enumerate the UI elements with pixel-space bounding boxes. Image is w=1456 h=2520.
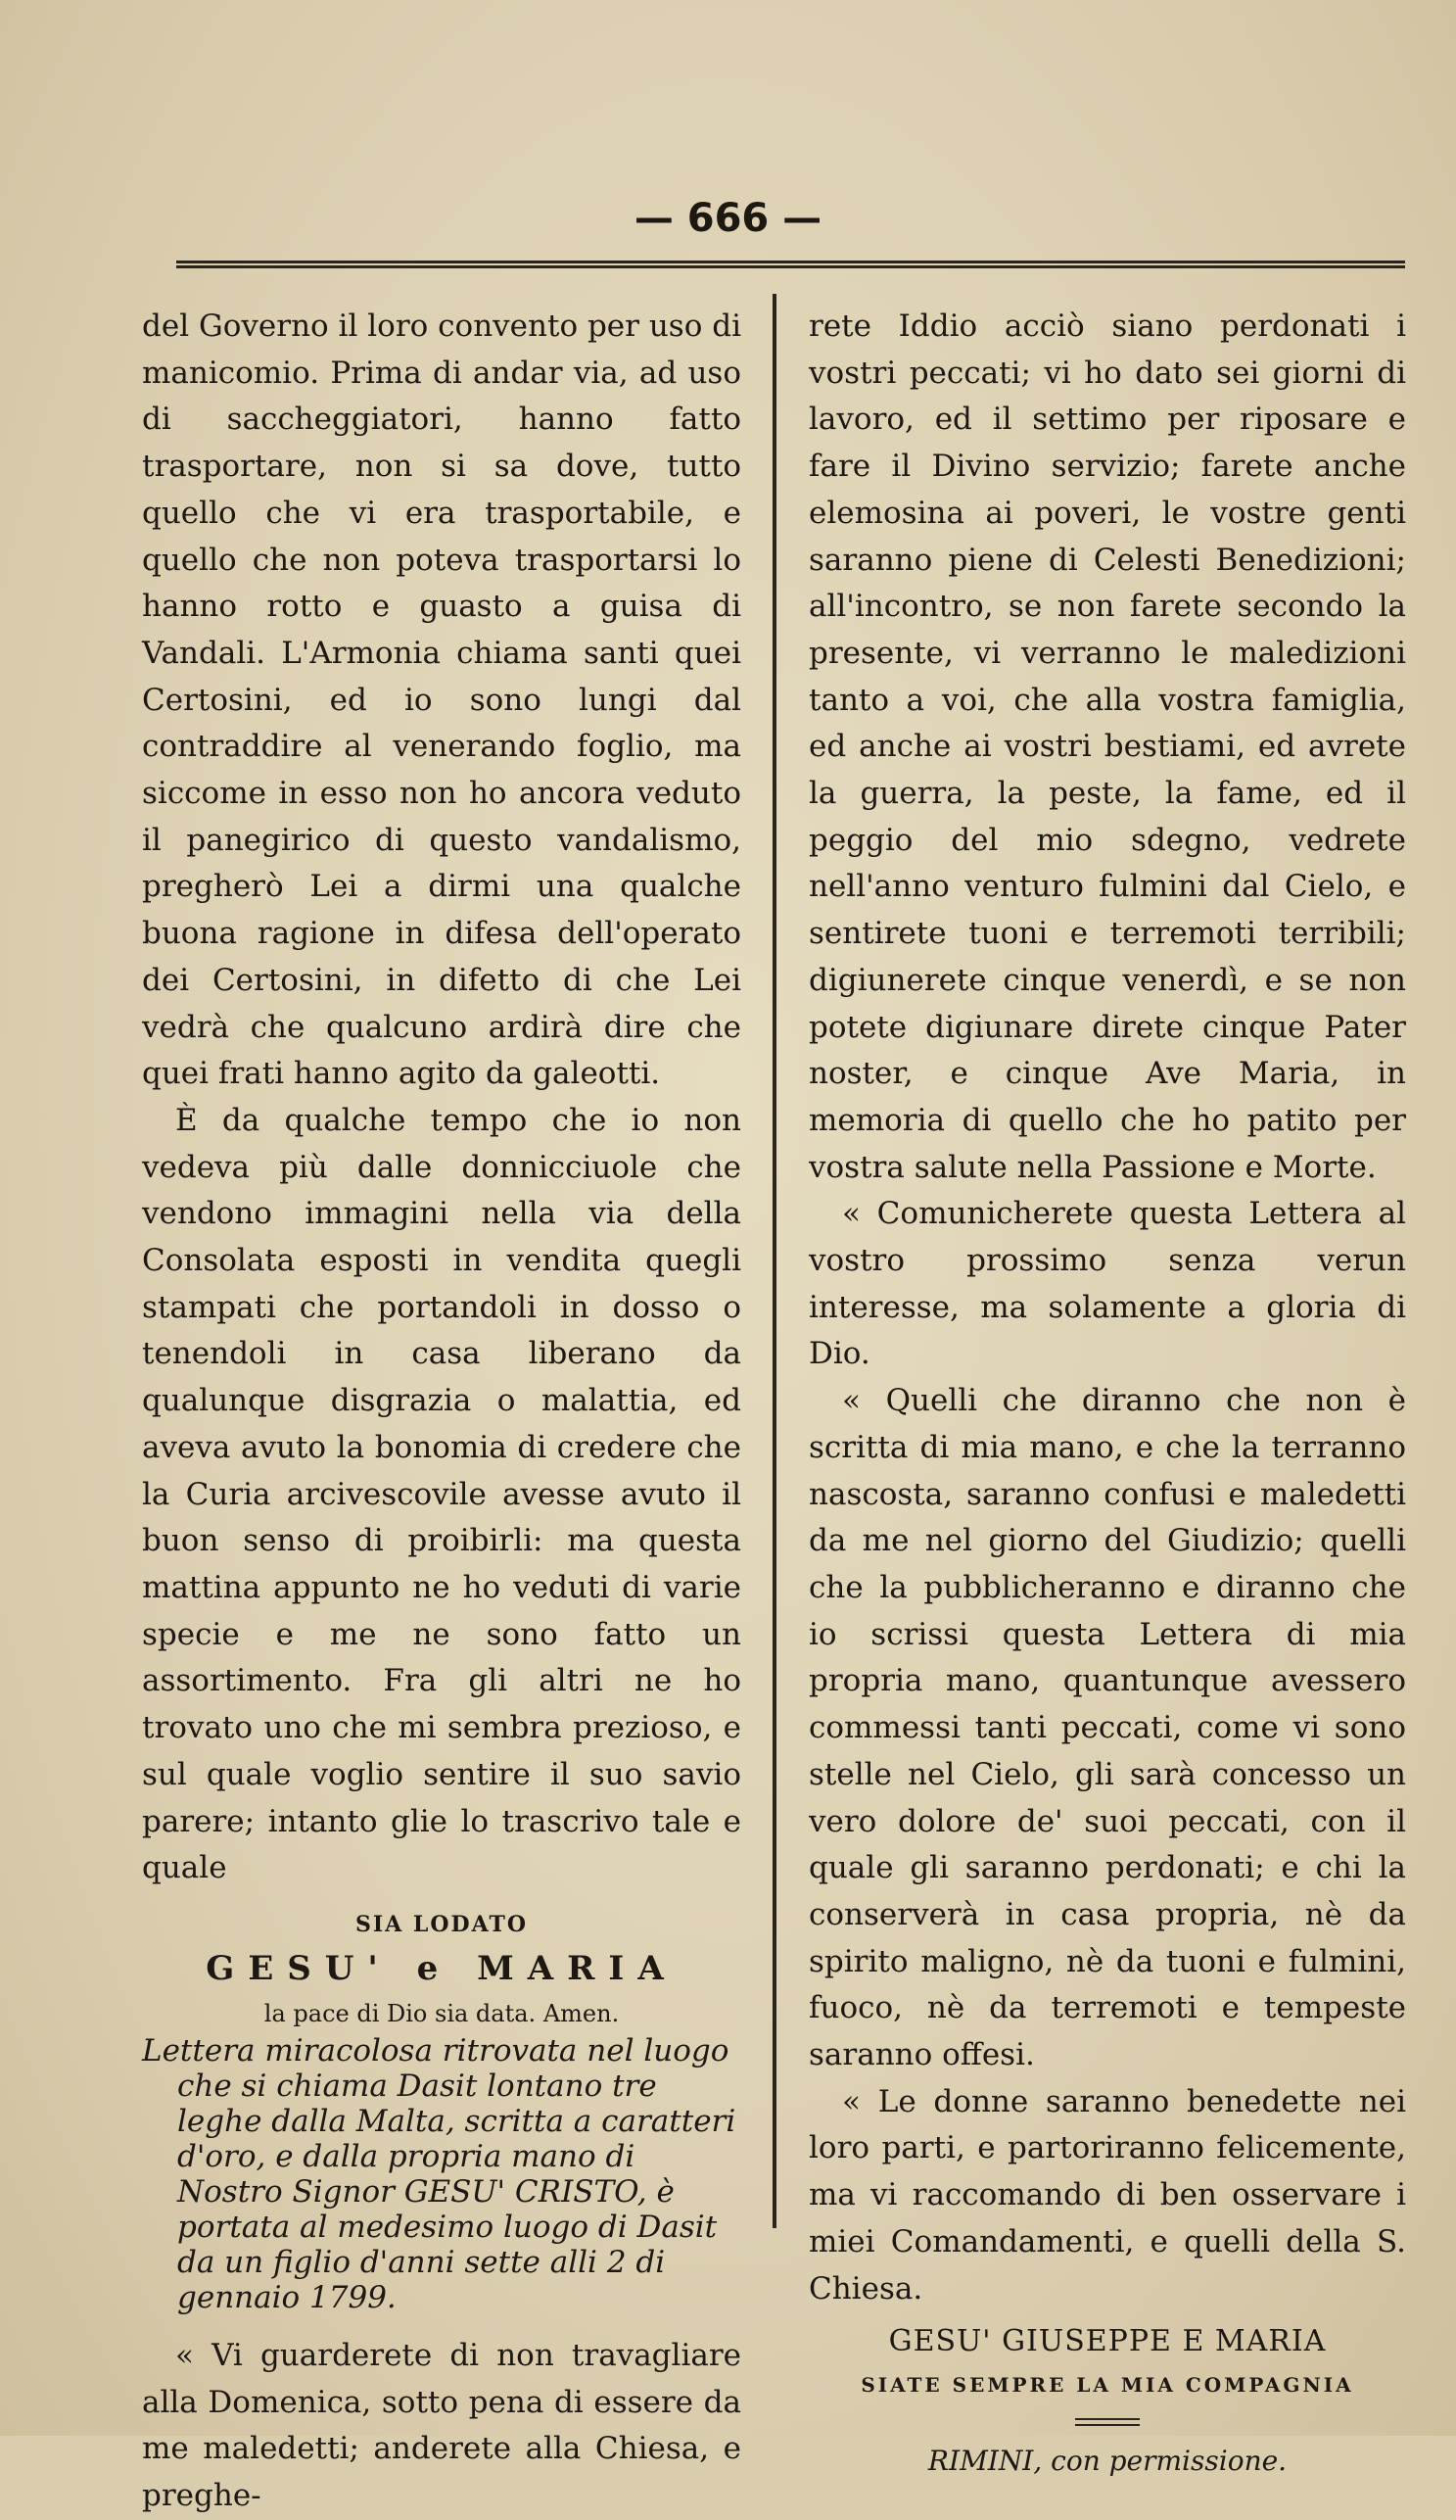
right-paragraph-4: « Le donne saranno benedette nei loro parti, e partoriranno felicemente, ma vi raccomando di ben osservare i miei Comandamenti, e quelli della S. Chiesa. <box>809 2083 1406 2306</box>
pace-line: la pace di Dio sia data. Amen. <box>263 1999 620 2027</box>
right-paragraph-1: rete Iddio acciò siano perdonati i vostri peccati; vi ho dato sei giorni di lavoro, ed il settimo per riposare e fare il Divino servizio; farete anche elemosina ai poveri, le vostre genti saranno piene di Celesti Benedizioni; all'incontro, se non farete secondo la presente, vi verranno le maledizioni tanto a voi, che alla vostra famiglia, ed anche ai vostri bestiami, ed avrete la guerra, la peste, la fame, ed il peggio del mio sdegno, vedrete nell'anno venturo fulmini dal Cielo, e sentirete tuoni e terremoti terribili; digiunerete cinque venerdì, e se non potete digiunare direte cinque Pater noster, e cinque Ave Maria, in memoria di quello che ho patito per vostra salute nella Passione e Morte. <box>809 309 1406 1185</box>
header-rule <box>176 261 1405 268</box>
right-paragraph-2: « Comunicherete questa Lettera al vostro prossimo senza verun interesse, ma solamente a gloria di Dio. <box>809 1196 1406 1372</box>
sia-lodato-heading: SIA LODATO <box>354 1911 529 1937</box>
page-number: — 666 — <box>634 196 822 241</box>
closing-line-2: SIATE SEMPRE LA MIA COMPAGNIA <box>861 2372 1354 2397</box>
lettera-description: Lettera miracolosa ritrovata nel luogo che si chiama Dasit lontano tre leghe dalla Malta, scritta a caratteri d'oro, e dalla propria mano di Nostro Signor GESU' CRISTO, è portata al medesimo luogo di Dasit da un figlio d'anni sette alli 2 di gennaio 1799. <box>142 2032 736 2315</box>
imprint-line: RIMINI, con permissione. <box>927 2444 1288 2477</box>
right-paragraph-3: « Quelli che diranno che non è scritta di mia mano, e che la terranno nascosta, saranno confusi e maledetti da me nel giorno del Giudizio; quelli che la pubblicheranno e diranno che io scrissi questa Lettera di mia propria mano, quantunque avessero commessi tanti peccati, come vi sono stelle nel Cielo, gli sarà concesso un vero dolore de' suoi peccati, con il quale gli saranno perdonati; e chi la conserverà in casa propria, nè da spirito maligno, nè da tuoni e fulmini, fuoco, nè da terremoti e tempeste saranno offesi. <box>809 1383 1406 2073</box>
gesu-maria-heading: GESU' e MARIA <box>206 1948 678 1988</box>
left-paragraph-1: del Governo il loro convento per uso di manicomio. Prima di andar via, ad uso di saccheggiatori, hanno fatto trasportare, non si sa dove, tutto quello che vi era trasportabile, e quello che non poteva trasportarsi lo hanno rotto e guasto a guisa di Vandali. L'Armonia chiama santi quei Certosini, ed io sono lungi dal contraddire al venerando foglio, ma siccome in esso non ho ancora veduto il panegirico di questo vandalismo, pregherò Lei a dirmi una qualche buona ragione in difesa dell'operato dei Certosini, in difetto di che Lei vedrà che qualcuno ardirà dire che quei frati hanno agito da galeotti. <box>142 309 741 1092</box>
left-paragraph-2: È da qualche tempo che io non vedeva più dalle donnicciuole che vendono immagini nella via della Consolata esposti in vendita quegli stampati che portandoli in dosso o tenendoli in casa liberano da qualunque disgrazia o malattia, ed aveva avuto la bonomia di credere che la Curia arcivescovile avesse avuto il buon senso di proibirli: ma questa mattina appunto ne ho veduti di varie specie e me ne sono fatto un assortimento. Fra gli altri ne ho trovato uno che mi sembra prezioso, e sul quale voglio sentire il suo savio parere; intanto glie lo trascrivo tale e quale <box>142 1102 741 1886</box>
column-divider <box>773 294 776 2228</box>
closing-rule <box>1075 2418 1140 2426</box>
left-paragraph-3: « Vi guarderete di non travagliare alla Domenica, sotto pena di essere da me maledetti; anderete alla Chiesa, e preghe- <box>142 2337 741 2514</box>
right-column <box>809 304 1406 2485</box>
left-column <box>142 304 741 2520</box>
closing-line-1: GESU' GIUSEPPE E MARIA <box>888 2324 1327 2359</box>
